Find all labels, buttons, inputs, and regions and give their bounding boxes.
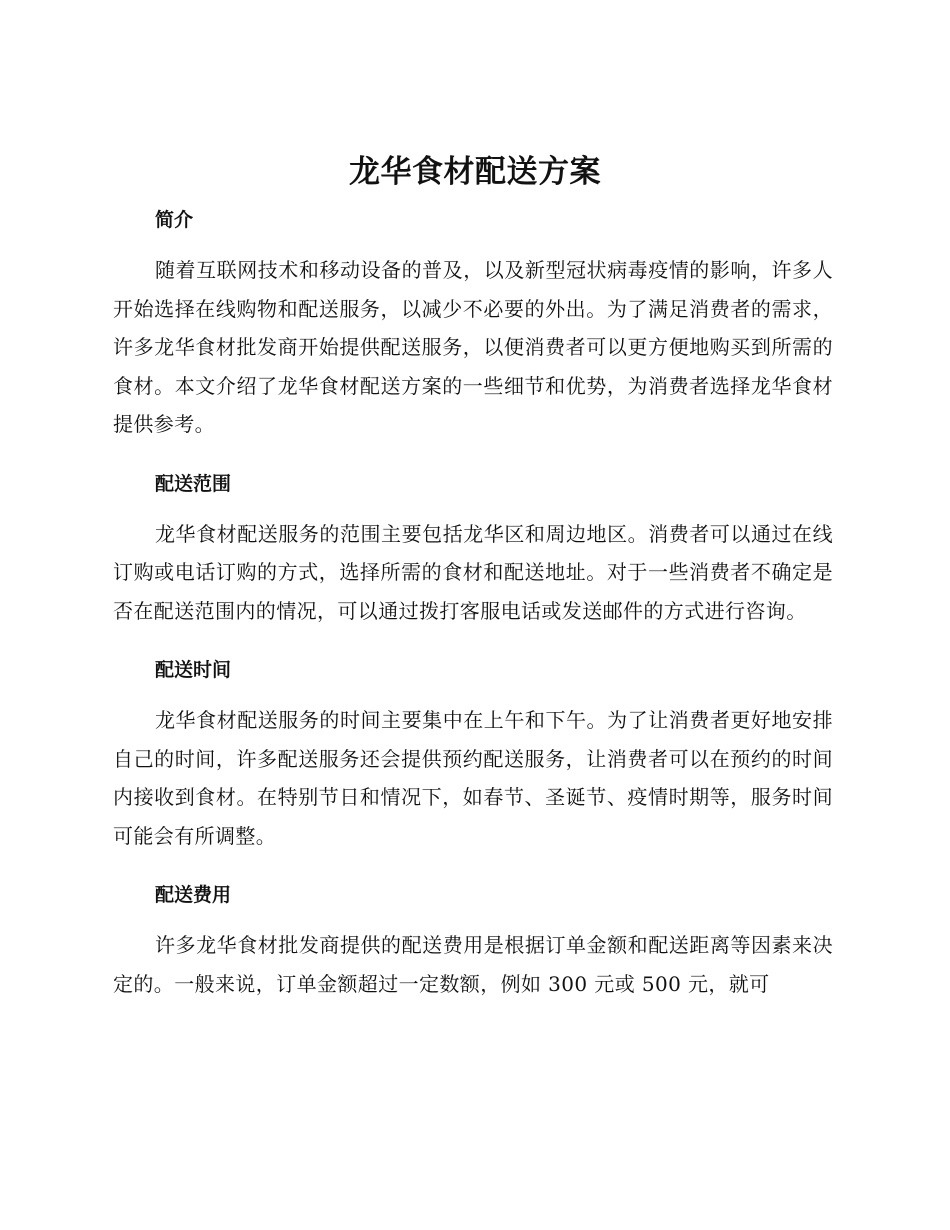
section-heading: 简介 bbox=[155, 209, 194, 231]
section-heading: 配送时间 bbox=[155, 659, 232, 681]
document-title: 龙华食材配送方案 bbox=[349, 154, 601, 190]
document-body bbox=[113, 201, 833, 1003]
section-intro bbox=[113, 201, 833, 444]
section-paragraph: 许多龙华食材批发商提供的配送费用是根据订单金额和配送距离等因素来决定的。一般来说，订单金额超过一定数额，例如 300 元或 500 元，就可 bbox=[113, 933, 833, 996]
section-heading: 配送范围 bbox=[155, 472, 232, 495]
section-paragraph: 龙华食材配送服务的范围主要包括龙华区和周边地区。消费者可以通过在线订购或电话订购的方式，选择所需的食材和配送地址。对于一些消费者不确定是否在配送范围内的情况，可以通过拨打客服电话或发送邮件的方式进行咨询。 bbox=[113, 521, 833, 623]
section-paragraph: 随着互联网技术和移动设备的普及，以及新型冠状病毒疫情的影响，许多人开始选择在线购物和配送服务，以减少不必要的外出。为了满足消费者的需求，许多龙华食材批发商开始提供配送服务，以便消费者可以更方便地购买到所需的食材。本文介绍了龙华食材配送方案的一些细节和优势，为消费者选择龙华食材提供参考。 bbox=[113, 258, 833, 436]
section-paragraph: 龙华食材配送服务的时间主要集中在上午和下午。为了让消费者更好地安排自己的时间，许多配送服务还会提供预约配送服务，让消费者可以在预约的时间内接收到食材。在特别节日和情况下，如春节、圣诞节、疫情时期等，服务时间可能会有所调整。 bbox=[113, 708, 833, 848]
section-delivery-time bbox=[113, 651, 833, 855]
section-delivery-range bbox=[113, 465, 833, 631]
section-delivery-fee bbox=[113, 876, 833, 1003]
section-heading: 配送费用 bbox=[155, 884, 232, 906]
